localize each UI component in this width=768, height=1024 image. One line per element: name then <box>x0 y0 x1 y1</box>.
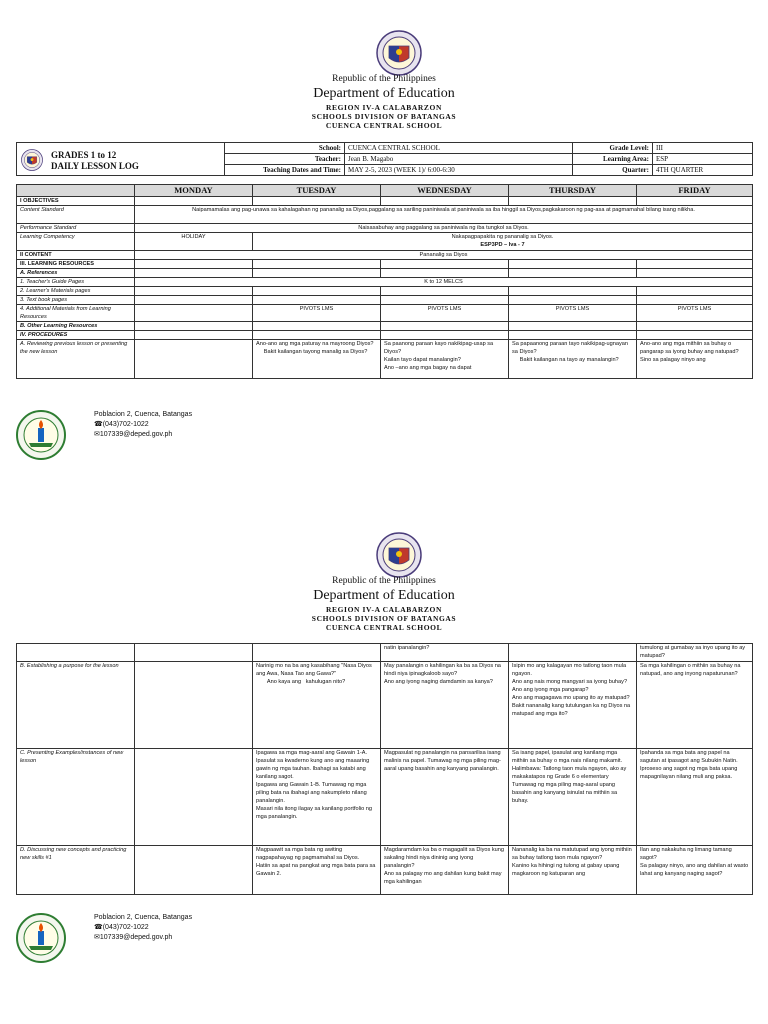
empty-cell <box>253 287 381 296</box>
empty-cell <box>509 269 637 278</box>
objectives-label: I OBJECTIVES <box>17 197 135 206</box>
area-label: Learning Area: <box>573 154 653 165</box>
quarter-value: 4TH QUARTER <box>653 165 753 176</box>
monday-holiday: HOLIDAY <box>135 233 253 251</box>
department-title: Department of Education <box>313 86 455 101</box>
establishing-label: B. Establishing a purpose for the lesson <box>17 662 135 749</box>
grade-value: III <box>653 143 753 154</box>
additional-value-tuesday: PIVOTS LMS <box>253 305 381 322</box>
cell-text: Ilan ang nakakuha ng limang tamang sagot? Sa palagay ninyo, ano ang dahilan at wasto lahat ang kanyang naging sagot? <box>640 847 749 877</box>
cell-text: Magpaawit sa mga bata ng awiting nagpapahayag ng pagmamahal sa Diyos. Hatiin sa apat na pangkat ang mga bata para sa Gawain 2. <box>256 847 376 877</box>
reviewing-tuesday <box>253 340 381 379</box>
footer-contact <box>94 410 192 440</box>
empty-cell <box>637 322 753 331</box>
content-label: II CONTENT <box>17 251 135 260</box>
corner-header <box>17 185 135 197</box>
day-header-thursday: THURSDAY <box>509 185 637 197</box>
school-logo-icon <box>16 410 66 460</box>
republic-text: Republic of the Philippines <box>332 74 436 84</box>
content-standard-value: Naipamamalas ang pag-unawa sa kahalagahan ng pananalig sa Diyos,paggalang sa sariling paniniwala at paniniwala sa iba hinggil sa Diyos,pagkakaroon ng pag-asa at pagmamahal bilang isang nilikha. <box>135 206 753 224</box>
additional-value-thursday: PIVOTS LMS <box>509 305 637 322</box>
procedures-label: IV. PROCEDURES <box>17 331 135 340</box>
school-label: School: <box>225 143 345 154</box>
day-header-monday: MONDAY <box>135 185 253 197</box>
footer-phone: ☎(043)702-1022 <box>94 924 149 931</box>
textbook-label: 3. Text book pages <box>17 296 135 305</box>
deped-seal-icon <box>21 149 43 171</box>
establishing-thursday <box>509 662 637 749</box>
competency-label: Learning Competency <box>17 233 135 251</box>
cell-text: Sa papaanong paraan tayo nakikipag-ugnayan sa Diyos? Bakit kailangan na tayo ay manalangin? <box>512 341 629 363</box>
learners-materials-label: 2. Learner's Materials pages <box>17 287 135 296</box>
empty-cell <box>135 846 253 895</box>
cell-text: Ano-ano ang mga paturay na mayroong Diyos? Bakit kailangan tayong manalig sa Diyos? <box>256 341 374 355</box>
empty-cell <box>253 260 381 269</box>
teachers-guide-value: K to 12 MELCS <box>135 278 753 287</box>
grade-label: Grade Level: <box>573 143 653 154</box>
performance-standard-value: Naisasabuhay ang paggalang sa paniniwala ng iba tungkol sa Diyos. <box>135 224 753 233</box>
lesson-table-page2 <box>16 643 753 895</box>
footer-contact <box>94 913 192 943</box>
establishing-tuesday <box>253 662 381 749</box>
empty-cell <box>135 322 253 331</box>
cell-text: Magdaramdam ka ba o magagalit sa Diyos kung sakaling hindi niya dininig ang iyong panalangin? Ano sa palagay mo ang dahilan kung bakit may mga kahilingan <box>384 847 505 885</box>
competency-value <box>253 233 753 251</box>
school-value: CUENCA CENTRAL SCHOOL <box>345 143 573 154</box>
empty-cell <box>509 331 637 340</box>
footer-email: ✉107339@deped.gov.ph <box>94 934 173 941</box>
reviewing-label: A. Reviewing previous lesson or presenting the new lesson <box>17 340 135 379</box>
school-name-text: CUENCA CENTRAL SCHOOL <box>325 121 443 130</box>
presenting-thursday <box>509 749 637 846</box>
footer-phone: ☎(043)702-1022 <box>94 421 149 428</box>
references-label: A. References <box>17 269 135 278</box>
cell-text: Ipagawa sa mga mag-aaral ang Gawain 1-A. Ipasulat sa kwaderno kung ano ang maaaring gawin ng mga tauhan. Ibahagi sa katabi ang kanilang sagot. Ipagawa ang Gawain 1-B. Tumawag ng mga piling bata na ibahagi ang nakumpleto nilang panalangin. Masari nila itong ilagay sa kanilang portfolio ng mga panalangin. <box>256 750 372 820</box>
empty-cell <box>381 322 509 331</box>
deped-seal-icon <box>376 30 422 76</box>
empty-cell <box>135 305 253 322</box>
empty-cell <box>135 340 253 379</box>
empty-cell <box>637 331 753 340</box>
performance-standard-label: Performance Standard <box>17 224 135 233</box>
empty-cell <box>637 197 753 206</box>
discussing-label: D. Discussing new concepts and practicing new skills #1 <box>17 846 135 895</box>
page-1 <box>0 0 768 470</box>
footer-page2 <box>16 913 316 963</box>
info-table <box>16 142 753 176</box>
empty-cell <box>135 296 253 305</box>
empty-cell <box>381 331 509 340</box>
school-logo-icon <box>16 913 66 963</box>
empty-cell <box>253 197 381 206</box>
footer-email: ✉107339@deped.gov.ph <box>94 431 173 438</box>
school-name-text: CUENCA CENTRAL SCHOOL <box>325 623 443 632</box>
other-resources-label: B. Other Learning Resources <box>17 322 135 331</box>
empty-cell <box>135 331 253 340</box>
teachers-guide-label: 1. Teacher's Guide Pages <box>17 278 135 287</box>
discussing-wednesday <box>381 846 509 895</box>
empty-cell <box>135 287 253 296</box>
teacher-label: Teacher: <box>225 154 345 165</box>
empty-cell <box>135 749 253 846</box>
establishing-wednesday <box>381 662 509 749</box>
content-value: Pananalig sa Diyos <box>135 251 753 260</box>
empty-cell <box>381 287 509 296</box>
footer-address: Poblacion 2, Cuenca, Batangas <box>94 914 193 921</box>
day-header-friday: FRIDAY <box>637 185 753 197</box>
empty-cell <box>135 269 253 278</box>
empty-cell <box>381 197 509 206</box>
cont-wednesday: natin ipanalangin? <box>381 644 509 662</box>
empty-cell <box>17 644 135 662</box>
empty-cell <box>509 197 637 206</box>
empty-cell <box>637 287 753 296</box>
empty-cell <box>135 662 253 749</box>
empty-cell <box>135 197 253 206</box>
empty-cell <box>637 269 753 278</box>
additional-value-wednesday: PIVOTS LMS <box>381 305 509 322</box>
cont-friday: tumulong at gumabay sa inyo upang ito ay matupad? <box>637 644 753 662</box>
presenting-tuesday <box>253 749 381 846</box>
empty-cell <box>253 644 381 662</box>
cell-text: Isipin mo ang kalagayan mo tatlong taon mula ngayon. Ano ang nais mong mangyari sa iyong buhay? Ano ang iyong mga pangarap? Ano ang magagawa mo upang ito ay matupad? Bakit nananalig kang tutulungan ka ng Diyos na matupad ang mga ito? <box>512 663 631 717</box>
discussing-friday <box>637 846 753 895</box>
teacher-value: Jean B. Magabo <box>345 154 573 165</box>
empty-cell <box>381 269 509 278</box>
cell-text: May panalangin o kahilingan ka ba sa Diyos na hindi niya ipinagkaloob sayo? Ano ang iyong naging damdamin sa kanya? <box>384 663 501 685</box>
dates-value: MAY 2-5, 2023 (WEEK 1)/ 6:00-6:30 <box>345 165 573 176</box>
log-title-line2: DAILY LESSON LOG <box>51 160 139 171</box>
cell-text: Nananalig ka ba na matutupad ang iyong mithiin sa buhay tatlong taon mula ngayon? Kanino ka hihingi ng tulong at gabay upang magkaroon ng katuparan ang <box>512 847 632 877</box>
cell-text: Sa paanong paraan kayo nakikipag-usap sa Diyos? Kailan tayo dapat manalangin? Ano –ano ang mga bagay na dapat <box>384 341 494 371</box>
competency-text: Nakapagpapakita ng pananalig sa Diyos. <box>451 234 554 240</box>
empty-cell <box>253 296 381 305</box>
division-text: SCHOOLS DIVISION OF BATANGAS <box>311 614 457 623</box>
region-text: REGION IV-A CALABARZON <box>326 103 442 112</box>
cell-text: Narinig mo na ba ang kasabihang "Nasa Diyos ang Awa, Nasa Tao ang Gawa?" Ano kaya ang kahulugan nito? <box>256 663 372 685</box>
competency-code: ESP3PD – Iva - 7 <box>480 242 525 248</box>
cell-text: Ano-ano ang mga mithiin sa buhay o pangarap sa iyong buhay ang natupad? Sino sa palagay ninyo ang <box>640 341 739 363</box>
additional-value-friday: PIVOTS LMS <box>637 305 753 322</box>
discussing-thursday <box>509 846 637 895</box>
day-header-wednesday: WEDNESDAY <box>381 185 509 197</box>
empty-cell <box>637 260 753 269</box>
division-text: SCHOOLS DIVISION OF BATANGAS <box>311 112 457 121</box>
empty-cell <box>509 322 637 331</box>
log-title-cell <box>17 143 225 176</box>
additional-materials-label: 4. Additional Materials from Learning Resources <box>17 305 135 322</box>
empty-cell <box>253 322 381 331</box>
day-header-tuesday: TUESDAY <box>253 185 381 197</box>
empty-cell <box>509 644 637 662</box>
footer-address: Poblacion 2, Cuenca, Batangas <box>94 411 193 418</box>
log-title-line1: GRADES 1 to 12 <box>51 149 117 160</box>
empty-cell <box>253 269 381 278</box>
footer-page1 <box>16 410 316 460</box>
lesson-table-page1 <box>16 184 753 379</box>
department-title: Department of Education <box>313 588 455 603</box>
reviewing-thursday <box>509 340 637 379</box>
empty-cell <box>253 331 381 340</box>
empty-cell <box>637 296 753 305</box>
empty-cell <box>509 287 637 296</box>
page-2 <box>0 500 768 1024</box>
empty-cell <box>509 296 637 305</box>
reviewing-wednesday <box>381 340 509 379</box>
deped-seal-icon <box>376 532 422 578</box>
reviewing-friday <box>637 340 753 379</box>
empty-cell <box>135 260 253 269</box>
empty-cell <box>509 260 637 269</box>
cell-text: Magpasulat ng panalangin na pansarilisa isang malinis na papel. Tumawag ng mga piling mag-aaral upang basahin ang kanyang panalangin. <box>384 750 503 772</box>
resources-label: III. LEARNING RESOURCES <box>17 260 135 269</box>
republic-text: Republic of the Philippines <box>332 576 436 586</box>
presenting-friday <box>637 749 753 846</box>
presenting-wednesday <box>381 749 509 846</box>
dates-label: Teaching Dates and Time: <box>225 165 345 176</box>
cell-text: Sa isang papel, ipasulat ang kanilang mga mithiin sa buhay o mga nais nilang makamit. Halimbawa: Tatlong taon mula ngayon, ako ay makakatapos ng Grade 6 o elementary Tumawag ng mga piling mag-aaral upang basahin ang kanyang isinulat na mithiin sa buhay. <box>512 750 627 804</box>
empty-cell <box>381 260 509 269</box>
area-value: ESP <box>653 154 753 165</box>
presenting-label: C. Presenting Examples/instances of new lesson <box>17 749 135 846</box>
cell-text: Sa mga kahilingan o mithiin sa buhay na natupad, ano ang inyong napaturunan? <box>640 663 743 677</box>
content-standard-label: Content Standard <box>17 206 135 224</box>
empty-cell <box>135 644 253 662</box>
establishing-friday <box>637 662 753 749</box>
empty-cell <box>381 296 509 305</box>
quarter-label: Quarter: <box>573 165 653 176</box>
discussing-tuesday <box>253 846 381 895</box>
cell-text: Ipahanda sa mga bata ang papel na sagutan at ipasagot ang Subukin Natin. Iproseso ang sagot ng mga bata upang mapagnilayan nilang muli ang paksa. <box>640 750 738 780</box>
region-text: REGION IV-A CALABARZON <box>326 605 442 614</box>
